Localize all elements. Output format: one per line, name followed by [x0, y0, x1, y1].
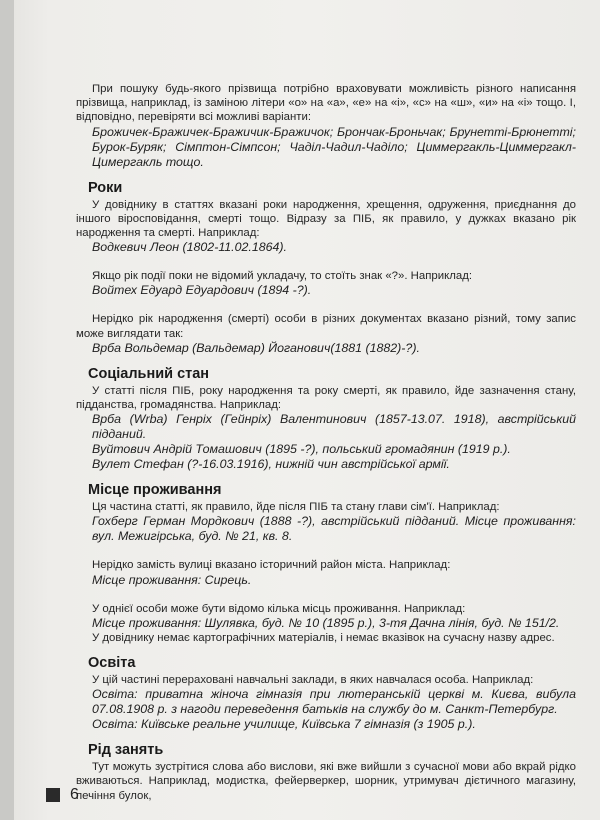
social-example-1: Врба (Wrba) Генріх (Гейнріх) Валентинович (1857-13.07. 1918), австрійський підданий. — [92, 412, 576, 442]
section-title-education: Освіта — [88, 655, 136, 672]
social-example-2: Вуйтович Андрій Томашович (1895 -?), польський громадянин (1919 р.). — [92, 442, 511, 457]
residence-paragraph-2: Нерідко замість вулиці вказано історичний район міста. Наприклад: — [92, 559, 451, 572]
years-example-1: Водкевич Леон (1802-11.02.1864). — [92, 240, 287, 255]
residence-example-1: Гохберг Герман Мордкович (1888 -?), австрійський підданий. Місце проживання: вул. Межигірська, буд. № 21, кв. 8. — [92, 514, 576, 544]
residence-example-3: Місце проживання: Шулявка, буд. № 10 (1895 р.), 3-тя Дачна лінія, буд. № 151/2. — [92, 615, 560, 630]
social-paragraph: У статті після ПІБ, року народження та року смерті, як правило, йде зазначення стану, підданства, громадянства. Наприклад: — [76, 384, 576, 412]
years-paragraph-2: Якщо рік події поки не відомий укладачу, то стоїть знак «?». Наприклад: — [92, 270, 472, 283]
residence-paragraph-4: У довіднику немає картографічних матеріалів, і немає вказівок на сучасну назву адрес. — [92, 631, 555, 644]
occupation-paragraph: Тут можуть зустрітися слова або вислови, які вже вийшли з сучасної мови або вкрай рідко вживаються. Наприклад, модистка, фейерверкер, шорник, утримувач дієтичного магазину, печіння булок, — [76, 761, 576, 802]
page-footer — [46, 786, 79, 804]
education-example-2: Освіта: Київське реальне училище, Київська 7 гімназія (з 1905 р.). — [92, 717, 476, 732]
social-example-3: Вулет Стефан (?-16.03.1916), нижній чин австрійської армії. — [92, 457, 450, 472]
page-marker-square-icon — [46, 788, 60, 802]
section-title-years: Роки — [88, 179, 123, 196]
page-content — [76, 82, 576, 803]
surname-variants-example: Брожичек-Бражичек-Бражичик-Бражичок; Брончак-Броньчак; Брунетті-Брюнетті; Бурок-Буряк; Сімптон-Сімпсон; Чаділ-Чадил-Чаділо; Циммергакль-Циммергакл-Цимергакль тощо. — [92, 124, 576, 169]
document-page — [14, 0, 600, 820]
years-paragraph-3: Нерідко рік народження (смерті) особи в різних документах вказано різний, тому запис може виглядати так: — [76, 313, 576, 340]
years-example-3: Врба Вольдемар (Вальдемар) Йоганович(1881 (1882)-?). — [92, 340, 420, 355]
years-paragraph: У довіднику в статтях вказані роки народження, хрещення, одруження, приєднання до іншого віросповідання, смерті тощо. Відразу за ПІБ, як правило, у дужках вказано рік народження та смерті. Наприклад: — [76, 198, 576, 240]
page-number: 6 — [70, 786, 79, 803]
section-title-social-status: Соціальний стан — [88, 365, 210, 382]
residence-paragraph: Ця частина статті, як правило, йде після ПІБ та стану глави сім'ї. Наприклад: — [92, 501, 500, 514]
education-paragraph: У цій частині перераховані навчальні заклади, в яких навчалася особа. Наприклад: — [92, 674, 534, 687]
education-example-1: Освіта: приватна жіноча гімназія при лютеранській церкві м. Києва, вибула 07.08.1908 р. з нагоди переведення батьків на службу до м. Санкт-Петербург. — [92, 687, 576, 717]
residence-paragraph-3: У однієї особи може бути відомо кілька місць проживання. Наприклад: — [92, 602, 466, 615]
years-example-2: Войтех Едуард Едуардович (1894 -?). — [92, 283, 312, 298]
intro-paragraph: При пошуку будь-якого прізвища потрібно враховувати можливість різного написання прізвища, наприклад, із заміною літери «о» на «а», «е» на «і», «с» на «ш», «и» на «і» тощо. І, відповідно, перевіряти всі можливі варіанти: — [76, 83, 576, 124]
section-title-residence: Місце проживання — [88, 482, 222, 499]
residence-example-2: Місце проживання: Сирець. — [92, 572, 252, 587]
section-title-occupation: Рід занять — [88, 742, 164, 759]
